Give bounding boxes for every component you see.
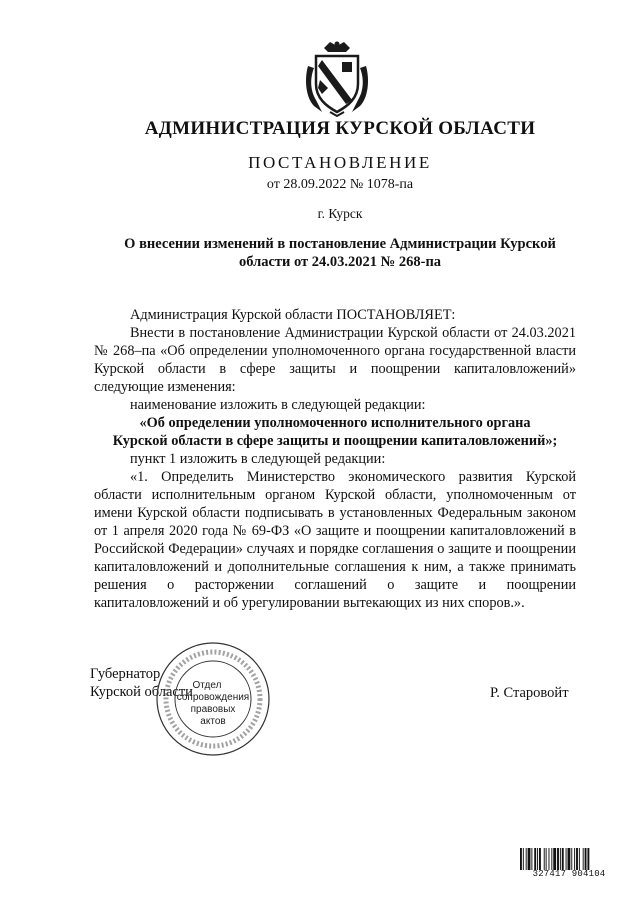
barcode-icon <box>519 848 619 870</box>
signatory-title-line-2: Курской области <box>90 684 193 700</box>
subject-line-1: О внесении изменений в постановление Администрации Курской <box>124 236 556 252</box>
barcode-number: 327417 904104 <box>532 869 606 879</box>
document-body <box>94 306 576 612</box>
document-number: от 28.09.2022 № 1078-па <box>266 177 414 192</box>
organization-name: АДМИНИСТРАЦИЯ КУРСКОЙ ОБЛАСТИ <box>144 118 536 139</box>
stamp-line-3: правовых <box>190 704 236 715</box>
document-city: г. Курск <box>317 206 363 221</box>
stamp-line-4: актов <box>200 716 226 727</box>
stamp-line-1: Отдел <box>192 680 222 691</box>
amendment-paragraph: Внести в постановление Администрации Курской области от 24.03.2021 № 268–па «Об определении уполномоченного органа государственной власти Курской области в сфере защиты и поощрении капиталовложений» следующие изменения: <box>94 325 576 395</box>
new-title-line-1: «Об определении уполномоченного исполнительного органа <box>139 415 531 431</box>
new-title-line-2: Курской области в сфере защиты и поощрении капиталовложений»; <box>112 433 558 449</box>
coat-of-arms-icon <box>302 40 372 118</box>
stamp-text <box>154 680 272 728</box>
resolves-paragraph: Администрация Курской области ПОСТАНОВЛЯЕТ: <box>130 307 456 323</box>
document-type: ПОСТАНОВЛЕНИЕ <box>248 153 432 172</box>
title-change-paragraph: наименование изложить в следующей редакции: <box>130 397 426 413</box>
subject-line-2: области от 24.03.2021 № 268-па <box>238 254 442 270</box>
signatory-name: Р. Старовойт <box>490 685 569 701</box>
signatory-title-line-1: Губернатор <box>90 666 161 682</box>
new-clause-paragraph: «1. Определить Министерство экономического развития Курской области исполнительным органом Курской области, уполномоченным от имени Курской области подписывать в установленных Федеральным законом от 1 апреля 2020 года № 69-ФЗ «О защите и поощрении капиталовложений в Российской Федерации» случаях и порядке соглашения о защите и поощрении капиталовложений и дополнительные соглашения к ним, а также принимать решения о расторжении соглашений о защите и поощрении капиталовложений и об урегулировании вытекающих из них споров.». <box>94 469 576 611</box>
document-subject <box>100 235 580 271</box>
stamp-line-2: сопровождения <box>176 692 250 703</box>
clause-change-paragraph: пункт 1 изложить в следующей редакции: <box>130 451 386 467</box>
